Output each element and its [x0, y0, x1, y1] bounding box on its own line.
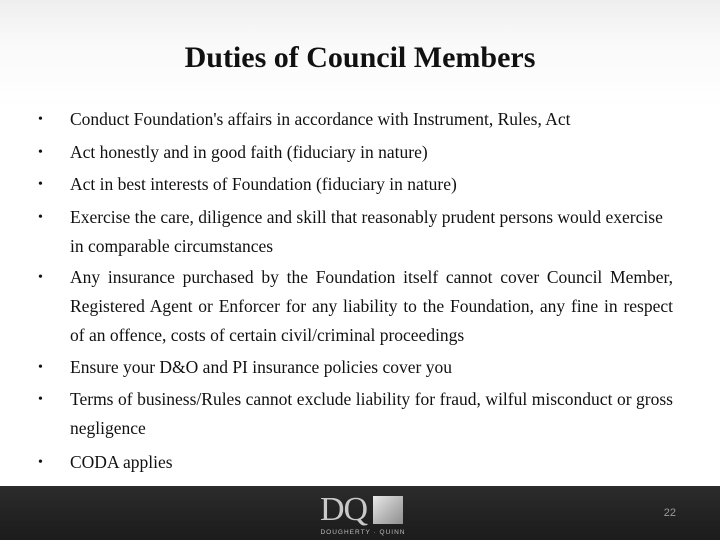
company-logo [318, 491, 408, 539]
bullet-item [38, 263, 678, 350]
bullet-dot: • [38, 210, 43, 225]
bullet-item [38, 138, 678, 167]
bullet-dot: • [38, 360, 43, 375]
bullet-item [38, 203, 678, 261]
logo-company-name: DOUGHERTY · QUINN [320, 529, 406, 536]
bullet-text: Act in best interests of Foundation (fiduciary in nature) [70, 174, 457, 194]
bullet-dot: • [38, 177, 43, 192]
bullet-text: Any insurance purchased by the Foundation itself cannot cover Council Member, Registered Agent or Enforcer for any liability to the Foundation, any fine in respect of an offence, costs of certain civil/criminal proceedings [70, 267, 673, 345]
bullet-text: Terms of business/Rules cannot exclude liability for fraud, wilful misconduct or gross negligence [70, 389, 673, 438]
bullet-item [38, 170, 678, 199]
bullet-item [38, 385, 678, 443]
bullet-dot: • [38, 392, 43, 407]
logo-square-icon [373, 496, 403, 524]
bullet-item [38, 105, 678, 134]
bullet-text: Conduct Foundation's affairs in accordance with Instrument, Rules, Act [70, 109, 571, 129]
bullet-text: CODA applies [70, 452, 173, 472]
bullet-item [38, 448, 678, 477]
page-number: 22 [663, 507, 676, 519]
bullet-text: Ensure your D&O and PI insurance policies cover you [70, 357, 452, 377]
logo-mark: DQ [320, 491, 368, 528]
bullet-dot: • [38, 455, 43, 470]
bullet-dot: • [38, 145, 43, 160]
bullet-dot: • [38, 270, 43, 285]
bullet-text: Exercise the care, diligence and skill that reasonably prudent persons would exercise in comparable circumstances [70, 207, 663, 256]
bullet-dot: • [38, 112, 43, 127]
bullet-item [38, 353, 678, 382]
bullet-text: Act honestly and in good faith (fiduciary in nature) [70, 142, 428, 162]
slide-title: Duties of Council Members [184, 41, 536, 74]
footer-bar [0, 486, 720, 540]
